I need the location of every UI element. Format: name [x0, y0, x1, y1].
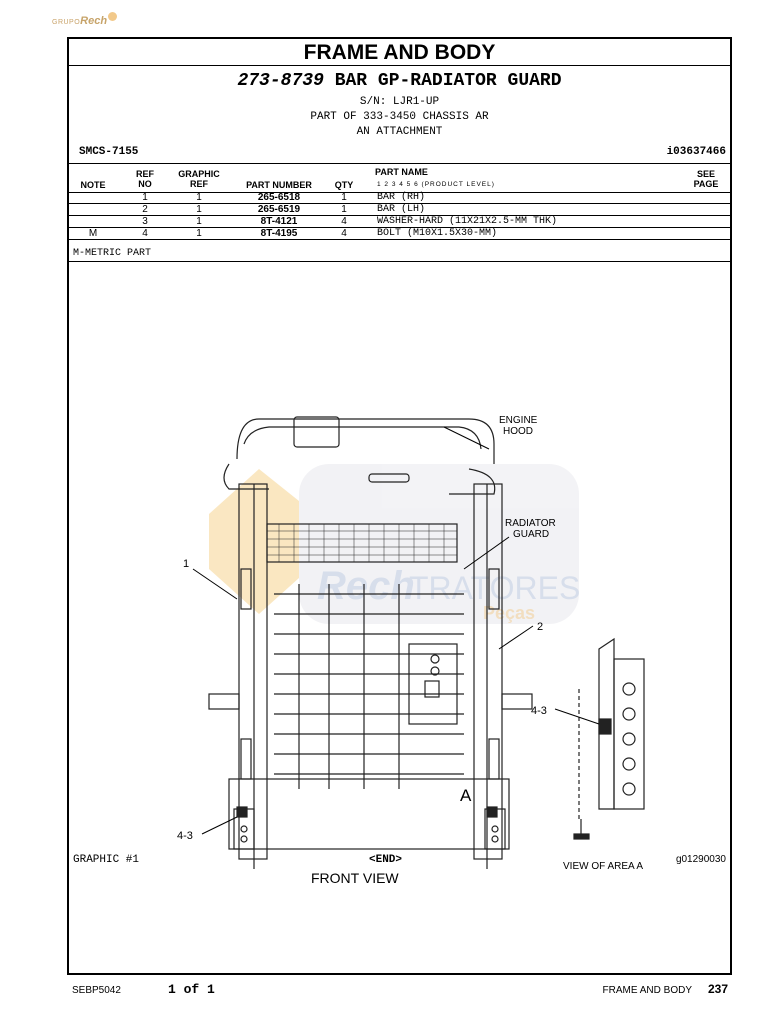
- group-title: [69, 71, 730, 91]
- row-note: M: [88, 228, 98, 239]
- header-graphic-ref: [171, 169, 227, 189]
- callout-ref-1: 1: [183, 558, 190, 570]
- row-qty: 4: [341, 216, 347, 227]
- parts-table-header: [69, 163, 730, 193]
- radiator-guard-illustration: [69, 269, 730, 889]
- watermark-tratores: TRATORES: [409, 570, 581, 606]
- callout-ref-2: 2: [537, 621, 544, 633]
- row-graphic: 1: [196, 228, 202, 239]
- footer-page-count: 1 of 1: [168, 982, 215, 997]
- front-view-label: FRONT VIEW: [311, 870, 399, 886]
- row-graphic: 1: [196, 192, 202, 203]
- row-part-number: 265-6518: [257, 192, 301, 203]
- row-qty: 4: [341, 228, 347, 239]
- logo-group-text: GRUPO: [52, 19, 81, 26]
- hood-outline: [237, 419, 494, 464]
- table-row: [69, 192, 730, 204]
- callout-radiator-guard-line1: RADIATOR: [505, 518, 556, 529]
- graphic-number: GRAPHIC #1: [73, 854, 140, 866]
- view-of-area-a-label: VIEW OF AREA A: [563, 861, 644, 872]
- header-product-levels: 1 2 3 4 5 6 (PRODUCT LEVEL): [377, 181, 495, 188]
- footer-section: FRAME AND BODY: [602, 985, 692, 996]
- detail-bolt: [599, 719, 611, 734]
- header-see-page-line1: SEE: [696, 169, 715, 179]
- area-a-detail: [574, 639, 644, 839]
- callout-area-a: A: [460, 786, 472, 805]
- header-note: NOTE: [80, 180, 106, 190]
- group-part-name: BAR GP-RADIATOR GUARD: [334, 71, 562, 91]
- callout-engine-hood-line1: ENGINE: [499, 415, 538, 426]
- row-part-name: BOLT (M10X1.5X30-MM): [377, 228, 498, 239]
- graphic-reference: g01290030: [675, 854, 726, 865]
- callout-radiator-guard-line2: GUARD: [513, 529, 550, 540]
- row-qty: 1: [341, 192, 347, 203]
- header-qty: QTY: [334, 180, 354, 190]
- part-of-text: PART OF 333-3450 CHASSIS AR: [310, 111, 489, 123]
- row-ref: 2: [142, 204, 148, 215]
- illustration-id: i03637466: [666, 146, 726, 158]
- watermark-pecas: Peças: [483, 603, 536, 623]
- row-ref: 4: [142, 228, 148, 239]
- table-bottom-divider: [69, 261, 730, 262]
- row-part-name: BAR (LH): [377, 204, 426, 215]
- row-part-name: WASHER-HARD (11X21X2.5-MM THK): [377, 216, 558, 227]
- parts-page-frame: [67, 37, 732, 975]
- detail-frame: [614, 659, 644, 809]
- serial-number: S/N: LJR1-UP: [359, 96, 440, 108]
- watermark-brand: Rech: [317, 564, 415, 608]
- row-ref: 3: [142, 216, 148, 227]
- metric-part-note: M-METRIC PART: [73, 248, 152, 259]
- end-marker: <END>: [369, 854, 403, 866]
- header-graphic-ref-line1: GRAPHIC: [178, 169, 220, 179]
- section-title: FRAME AND BODY: [69, 39, 730, 66]
- callout-ref-4-3-front: 4-3: [177, 830, 193, 842]
- header-part-number: PART NUMBER: [246, 180, 312, 190]
- callout-engine-hood-line2: HOOD: [503, 426, 533, 437]
- logo-dot-icon: [108, 12, 117, 21]
- hood-latch: [294, 417, 339, 447]
- row-part-name: BAR (RH): [377, 192, 426, 203]
- attachment-text: AN ATTACHMENT: [356, 126, 443, 138]
- header-see-page-line2: PAGE: [693, 179, 719, 189]
- smcs-code: SMCS-7155: [79, 146, 139, 158]
- callout-ref-4-3-detail: 4-3: [531, 705, 547, 717]
- header-ref-no: [125, 169, 165, 189]
- watermark: [209, 464, 580, 624]
- row-graphic: 1: [196, 204, 202, 215]
- row-part-number: 8T-4121: [260, 216, 298, 227]
- table-row: [69, 228, 730, 240]
- group-part-number: 273-8739: [237, 71, 324, 91]
- header-ref-no-line1: REF: [136, 169, 154, 179]
- footer-doc-number: SEBP5042: [72, 985, 121, 996]
- header-ref-no-line2: NO: [138, 179, 152, 189]
- row-graphic: 1: [196, 216, 202, 227]
- row-qty: 1: [341, 204, 347, 215]
- header-graphic-ref-line2: REF: [190, 179, 208, 189]
- publisher-logo: [52, 12, 117, 27]
- row-ref: 1: [142, 192, 148, 203]
- row-part-number: 8T-4195: [260, 228, 298, 239]
- row-part-number: 265-6519: [257, 204, 301, 215]
- header-part-name: PART NAME: [375, 167, 428, 177]
- table-row: [69, 216, 730, 228]
- header-see-page: [684, 169, 728, 189]
- footer-page-number: 237: [707, 982, 728, 996]
- logo-brand-text: Rech: [80, 15, 108, 27]
- table-row: [69, 204, 730, 216]
